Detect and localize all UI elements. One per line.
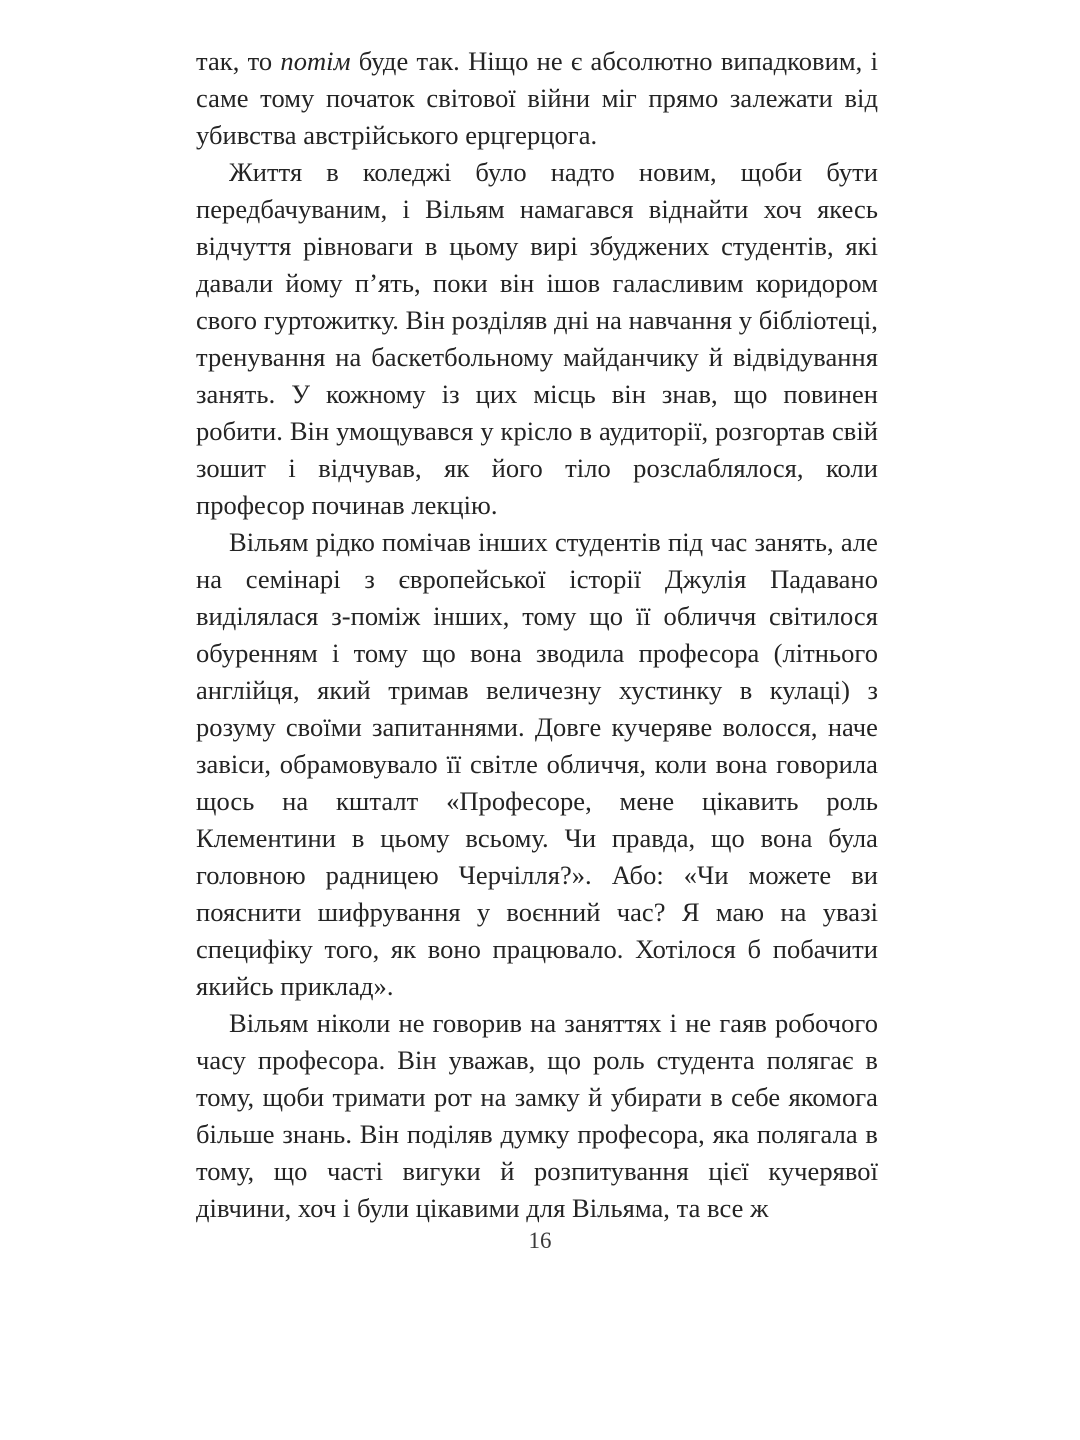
paragraph-tail-text: буде так. Ніщо не є абсолютно випадковим, і саме тому початок світової війни міг прямо залежати від убивства австрійського ерцгерцога. — [196, 46, 878, 150]
paragraph-william-silent: Вільям ніколи не говорив на заняттях і не гаяв робочого часу професора. Він уважав, що роль студента полягає в тому, щоби тримати рот на замку й убирати в себе якомога більше знань. Він поділяв думку професора, яка полягала в тому, що часті вигуки й розпитування цієї кучерявої дівчини, хоч і були цікавими для Вільяма, та все ж — [196, 1008, 878, 1223]
paragraph-continuation — [196, 43, 878, 154]
page-number: 16 — [528, 1228, 552, 1253]
paragraph-julia-padavano: Вільям рідко помічав інших студентів під час занять, але на семінарі з європейської історії Джулія Падавано виділялася з-поміж інших, тому що її обличчя світилося обуренням і тому що вона зводила професора (літнього англійця, який тримав величезну хустинку в кулаці) з розуму своїми запитаннями. Довге кучеряве волосся, наче завіси, обрамовувало її світле обличчя, коли вона говорила щось на кшталт «Професоре, мене цікавить роль Клементини в цьому всьому. Чи правда, що вона була головною радницею Черчілля?». Або: «Чи можете ви пояснити шифрування у воєнний час? Я маю на увазі специфіку того, як воно працювало. Хотілося б побачити якийсь приклад». — [196, 527, 878, 1001]
paragraph-lead-text: так, то — [196, 46, 281, 76]
body-text-column — [196, 43, 878, 1227]
paragraph-college-life: Життя в коледжі було надто новим, щоби бути передбачуваним, і Вільям намагався віднайти хоч якесь відчуття рівноваги в цьому вирі збуджених студентів, які давали йому п’ять, поки він ішов галасливим коридором свого гуртожитку. Він розділяв дні на навчання у бібліотеці, тренування на баскетбольному майданчику й відвідування занять. У кожному із цих місць він знав, що повинен робити. Він умощувався у крісло в аудиторії, розгортав свій зошит і відчував, як його тіло розслаблялося, коли професор починав лекцію. — [196, 157, 878, 520]
emphasized-word: потім — [280, 46, 351, 76]
